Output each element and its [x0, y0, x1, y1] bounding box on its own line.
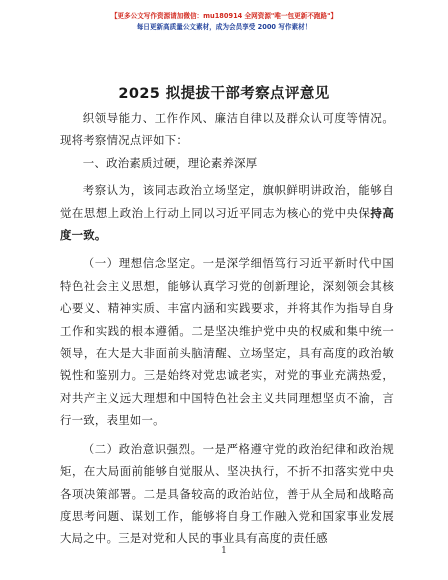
paragraph-political-awareness: （二）政治意识强烈。一是严格遵守党的政治纪律和政治规矩，在大局面前能够自觉服从、坚决执行，不折不扣落实党中央各项决策部署。二是具备较高的政治站位，善于从全局和战略高度思考问题、谋划工作，能够将自身工作融入党和国家事业发展大局之中。三是对党和人民的事业具有高度的责任感 [60, 441, 394, 546]
paragraph-bold-text: 持高度一致。 [60, 205, 394, 243]
document-body [60, 107, 394, 550]
paragraph-political-stance [60, 179, 394, 246]
page-number: 1 [221, 546, 227, 556]
document-title: 2025 拟提拔干部考察点评意见 [118, 86, 330, 102]
paragraph-ideals-beliefs: （一）理想信念坚定。一是深学细悟笃行习近平新时代中国特色社会主义思想，能够认真学习党的创新理论，深刻领会其核心要义、精神实质、丰富内涵和实践要求，并将其作为指导自身工作和实践的根本遵循。二是坚决维护党中央的权威和集中统一领导，在大是大非面前头脑清醒、立场坚定，具有高度的政治敏锐性和鉴别力。三是始终对党忠诚老实，对党的事业充满热爱，对共产主义远大理想和中国特色社会主义共同理想坚贞不渝，言行一致，表里如一。 [60, 256, 394, 428]
intro-paragraph: 织领导能力、工作作风、廉洁自律以及群众认可度等情况。现将考察情况点评如下： [60, 111, 394, 148]
paragraph-text: 考察认为，该同志政治立场坚定，旗帜鲜明讲政治，能够自觉在思想上政治上行动上同以习近平同志为核心的党中央保 [60, 183, 394, 220]
section-heading-1: 一、政治素质过硬，理论素养深厚 [82, 155, 258, 170]
promo-banner-line2: 每日更新高质量公文素材，成为会员享受 2000 写作素材！ [136, 23, 312, 31]
promo-banner-line1: 【更多公文写作资源请加微信：mu180914 全网资源"唯一包更新不跑路"】 [110, 12, 338, 20]
